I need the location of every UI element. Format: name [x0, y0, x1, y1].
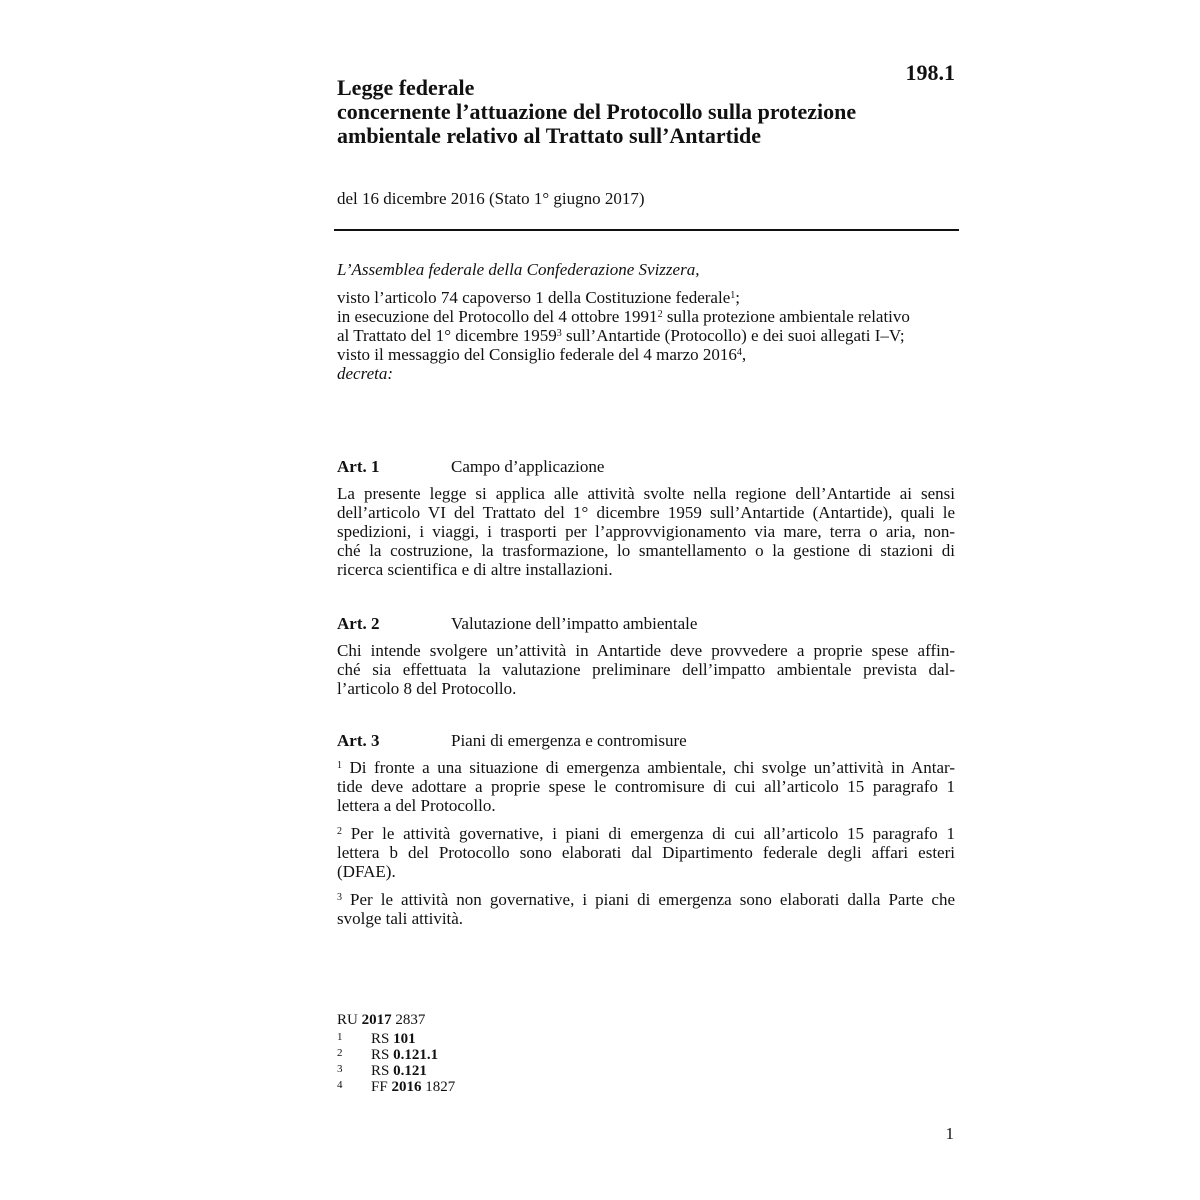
header-divider	[334, 229, 959, 231]
footnote-prefix: RS	[371, 1047, 390, 1063]
sr-number: 198.1	[905, 60, 955, 85]
footnote-number: 3	[337, 1063, 343, 1075]
article-paragraph	[337, 641, 955, 698]
article-number: Art. 3	[337, 731, 380, 750]
article-paragraph	[337, 484, 955, 579]
footnote-ref-number: 101	[393, 1031, 416, 1047]
footnote-text	[371, 1079, 455, 1095]
article-number: Art. 1	[337, 457, 380, 476]
paragraph-number: 1	[337, 760, 342, 771]
article-title: Piani di emergenza e contromisure	[451, 731, 687, 750]
text-line	[337, 824, 955, 843]
footnote-text	[371, 1063, 427, 1079]
ru-page: 2837	[395, 1012, 426, 1028]
preamble-assembly: L’Assemblea federale della Confederazione Svizzera,	[337, 260, 700, 279]
article-heading	[337, 457, 955, 477]
preamble-text: al Trattato del 1° dicembre 1959	[337, 326, 557, 345]
preamble-text: in esecuzione del Protocollo del 4 ottobre 1991	[337, 307, 658, 326]
title-line: ambientale relativo al Trattato sull’Antartide	[337, 123, 762, 148]
article-number: Art. 2	[337, 614, 380, 633]
article-2	[337, 614, 955, 707]
article-1	[337, 457, 955, 588]
footnote-ref[interactable]: 2	[657, 309, 663, 320]
article-heading	[337, 614, 955, 634]
footnote-ref[interactable]: 1	[730, 290, 736, 301]
title-line: concernente l’attuazione del Protocollo sulla protezione	[337, 99, 857, 124]
footnote-prefix: RS	[371, 1063, 390, 1079]
footnote-ref-number: 2016	[391, 1079, 422, 1095]
article-paragraph	[337, 758, 955, 815]
text-line	[337, 890, 955, 909]
text-line: l’articolo 8 del Protocollo.	[337, 679, 517, 698]
ru-year: 2017	[361, 1012, 392, 1028]
article-3	[337, 731, 955, 937]
text-line: svolge tali attività.	[337, 909, 464, 928]
footnote-prefix: RS	[371, 1031, 390, 1047]
preamble-text: visto il messaggio del Consiglio federale del 4 marzo 2016	[337, 345, 737, 364]
paragraph-number: 3	[337, 892, 342, 903]
preamble-text: sulla protezione ambientale relativo	[662, 307, 910, 326]
footnote	[337, 1047, 439, 1063]
article-paragraph	[337, 824, 955, 881]
text-line: Chi intende svolgere un’attività in Antartide deve provvedere a proprie spese affin-	[337, 641, 955, 660]
article-title: Valutazione dell’impatto ambientale	[451, 614, 698, 633]
footnote	[337, 1079, 456, 1095]
article-title: Campo d’applicazione	[451, 457, 605, 476]
text-line: lettera a del Protocollo.	[337, 796, 496, 815]
text-line: tide deve adottare a proprie spese le contromisure di cui all’articolo 15 paragrafo 1	[337, 777, 955, 796]
line-text: Per le attività non governative, i piani di emergenza sono elaborati dalla Parte che	[350, 890, 956, 909]
footnote	[337, 1063, 425, 1079]
page-number: 1	[945, 1124, 954, 1143]
preamble-line	[337, 345, 957, 364]
footnote-page: 1827	[425, 1079, 456, 1095]
text-line: ché la costruzione, la trasformazione, lo smantellamento o la gestione di stazioni di	[337, 541, 955, 560]
text-line: dell’articolo VI del Trattato del 1° dicembre 1959 sull’Antartide (Antartide), quali le	[337, 503, 955, 522]
preamble-text: visto l’articolo 74 capoverso 1 della Costituzione federale	[337, 288, 731, 307]
preamble-line	[337, 307, 957, 326]
preamble-text: ;	[735, 288, 740, 307]
preamble-line	[337, 326, 957, 345]
footnote-ref-number: 0.121.1	[393, 1047, 439, 1063]
paragraph-number: 2	[337, 826, 342, 837]
line-text: Per le attività governative, i piani di emergenza di cui all’articolo 15 paragrafo 1	[350, 824, 956, 843]
preamble-line	[337, 288, 957, 307]
preamble-text: sull’Antartide (Protocollo) e dei suoi allegati I–V;	[561, 326, 905, 345]
ru-reference	[337, 1012, 425, 1028]
text-line: spedizioni, i viaggi, i trasporti per l’approvvigionamento via mare, terra o aria, non-	[337, 522, 955, 541]
ru-prefix: RU	[337, 1012, 358, 1028]
footnotes	[337, 1012, 456, 1095]
text-line: lettera b del Protocollo sono elaborati dal Dipartimento federale degli affari esteri	[337, 843, 955, 862]
article-heading	[337, 731, 955, 751]
footnote	[337, 1031, 425, 1047]
line-text: Di fronte a una situazione di emergenza ambientale, chi svolge un’attività in Antar-	[349, 758, 955, 777]
footnote-ref-number: 0.121	[393, 1063, 427, 1079]
text-line: ché sia effettuata la valutazione preliminare dell’impatto ambientale prevista dal-	[337, 660, 955, 679]
preamble-text: ,	[741, 345, 747, 364]
text-line: (DFAE).	[337, 862, 396, 881]
preamble-decreta: decreta:	[337, 364, 394, 383]
preamble	[337, 260, 957, 383]
text-line: La presente legge si applica alle attività svolte nella regione dell’Antartide ai sensi	[337, 484, 955, 503]
text-line: ricerca scientifica e di altre installazioni.	[337, 560, 613, 579]
document-date: del 16 dicembre 2016 (Stato 1° giugno 2017)	[337, 189, 645, 208]
text-line	[337, 758, 955, 777]
footnote-prefix: FF	[371, 1079, 388, 1095]
footnote-number: 2	[337, 1047, 343, 1059]
footnote-number: 4	[337, 1079, 343, 1091]
footnote-text	[371, 1031, 416, 1047]
footnote-ref[interactable]: 3	[556, 328, 562, 339]
document-title	[337, 76, 957, 148]
article-paragraph	[337, 890, 955, 928]
title-line: Legge federale	[337, 75, 475, 100]
footnote-text	[371, 1047, 438, 1063]
footnote-number: 1	[337, 1031, 343, 1043]
footnote-ref[interactable]: 4	[736, 347, 742, 358]
